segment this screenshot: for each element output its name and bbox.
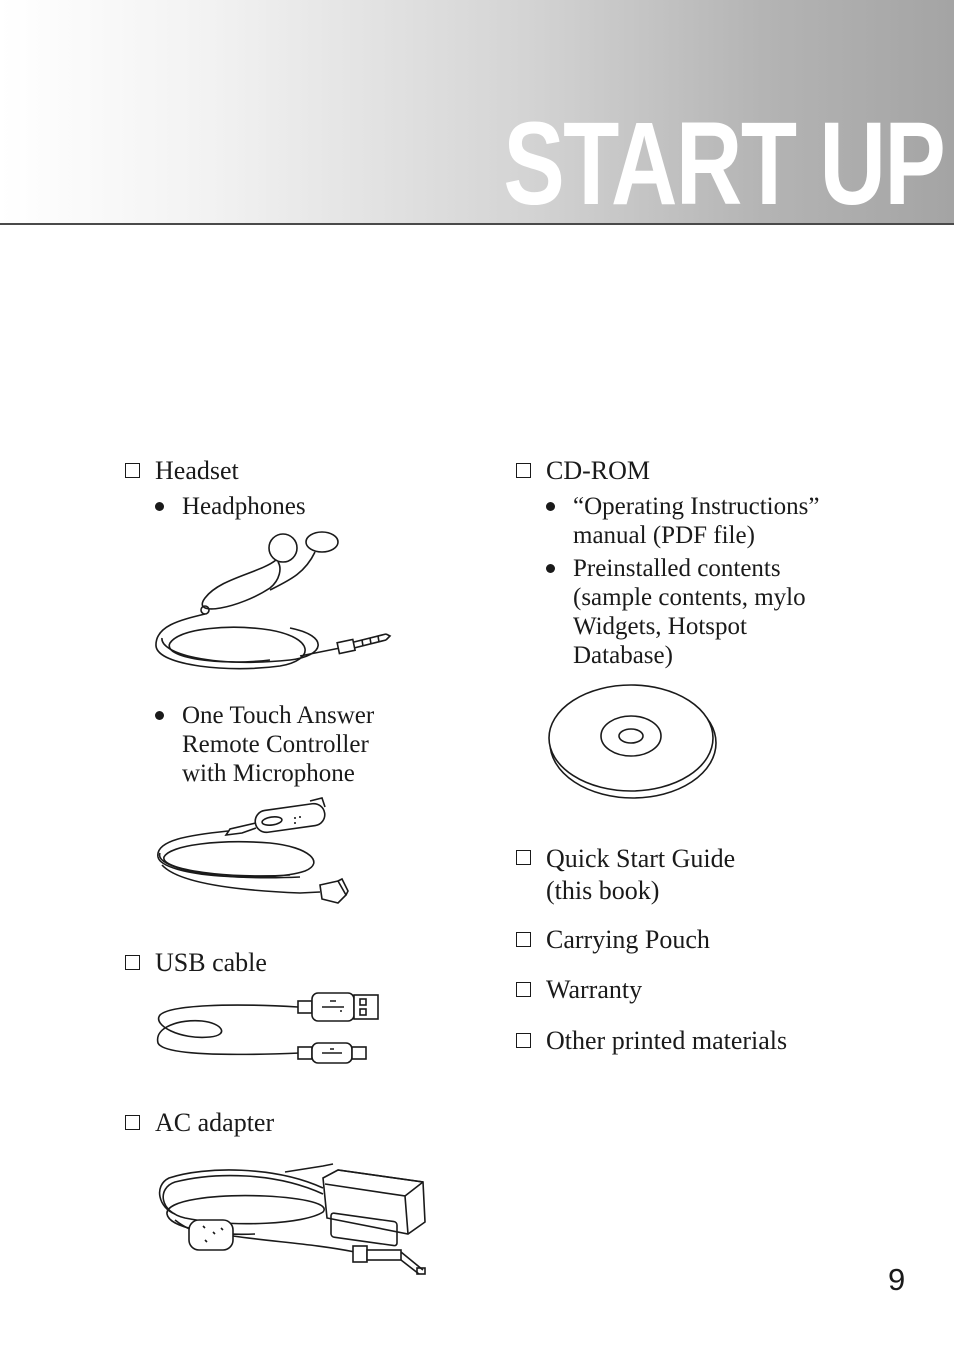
item-label: Quick Start Guide (this book) [546, 844, 736, 905]
bullet-label: One Touch Answer Remote Controller with Microphone [182, 702, 375, 787]
item-label: Warranty [546, 975, 643, 1004]
checkbox-icon [516, 850, 531, 865]
ac-adapter-illustration [155, 1152, 435, 1282]
header-banner [0, 0, 954, 225]
remote-controller-illustration [150, 795, 360, 910]
page-number: 9 [888, 1262, 906, 1297]
checkbox-icon [516, 1033, 531, 1048]
item-label: CD-ROM [546, 456, 651, 485]
checkbox-icon [125, 1115, 140, 1130]
bullet-label: Headphones [182, 493, 306, 520]
bullet-label: Preinstalled contents (sample contents, mylo Widgets, Hotspot Database) [573, 555, 806, 669]
item-label: AC adapter [155, 1108, 275, 1137]
item-label: Headset [155, 456, 239, 485]
item-label: USB cable [155, 948, 267, 977]
checkbox-icon [125, 955, 140, 970]
headphones-illustration [150, 528, 400, 678]
bullet-label: “Operating Instructions” manual (PDF file) [573, 493, 820, 549]
bullet-icon [546, 564, 555, 573]
item-label: Carrying Pouch [546, 925, 710, 954]
checkbox-icon [516, 932, 531, 947]
cd-rom-illustration [545, 680, 720, 802]
bullet-icon [155, 502, 164, 511]
bullet-icon [155, 711, 164, 720]
page-title: START UP [503, 98, 944, 225]
item-label: Other printed materials [546, 1026, 788, 1055]
usb-cable-illustration [150, 985, 385, 1067]
bullet-icon [546, 502, 555, 511]
checkbox-icon [125, 463, 140, 478]
checkbox-icon [516, 982, 531, 997]
checkbox-icon [516, 463, 531, 478]
